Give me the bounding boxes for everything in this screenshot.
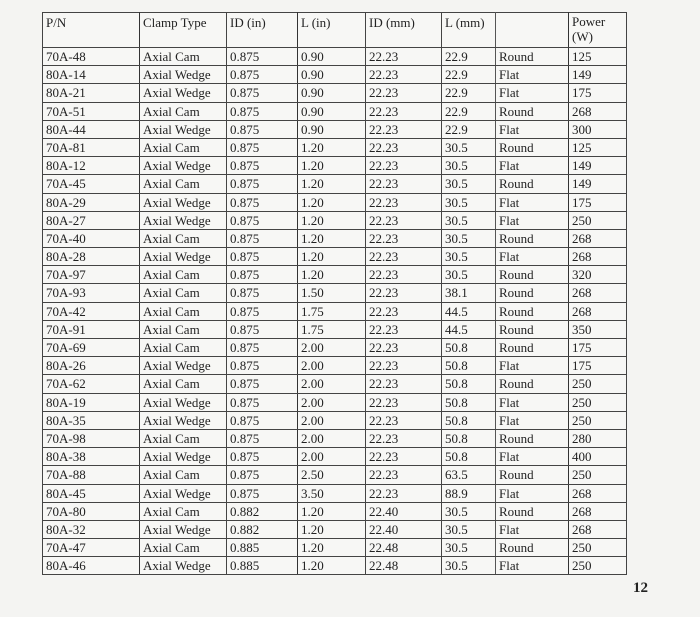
clamp-type-cell: Axial Wedge	[140, 484, 227, 502]
id-mm-cell: 22.23	[366, 266, 442, 284]
id-in-cell: 0.875	[227, 211, 298, 229]
end-style-cell: Flat	[496, 193, 569, 211]
id-mm-cell: 22.23	[366, 284, 442, 302]
id-mm-cell: 22.23	[366, 193, 442, 211]
id-in-cell: 0.875	[227, 466, 298, 484]
l-in-cell: 1.20	[298, 539, 366, 557]
id-mm-cell: 22.23	[366, 102, 442, 120]
part-number-cell: 80A-28	[43, 248, 140, 266]
id-mm-cell: 22.23	[366, 466, 442, 484]
l-in-cell: 1.50	[298, 284, 366, 302]
id-in-cell: 0.885	[227, 539, 298, 557]
l-in-cell: 1.75	[298, 320, 366, 338]
clamp-type-cell: Axial Wedge	[140, 193, 227, 211]
clamp-type-cell: Axial Cam	[140, 429, 227, 447]
id-mm-cell: 22.23	[366, 229, 442, 247]
table-row	[43, 157, 627, 175]
part-number-cell: 70A-51	[43, 102, 140, 120]
id-in-cell: 0.875	[227, 484, 298, 502]
clamp-type-cell: Axial Cam	[140, 284, 227, 302]
table-row	[43, 175, 627, 193]
l-in-cell: 2.00	[298, 339, 366, 357]
id-mm-cell: 22.23	[366, 157, 442, 175]
power-cell: 149	[569, 66, 627, 84]
l-in-cell: 3.50	[298, 484, 366, 502]
l-in-cell: 2.00	[298, 448, 366, 466]
l-mm-cell: 30.5	[442, 157, 496, 175]
power-cell: 280	[569, 429, 627, 447]
id-in-cell: 0.875	[227, 175, 298, 193]
id-in-cell: 0.875	[227, 357, 298, 375]
l-in-cell: 1.20	[298, 266, 366, 284]
id-mm-cell: 22.23	[366, 320, 442, 338]
part-number-cell: 80A-46	[43, 557, 140, 575]
l-mm-cell: 30.5	[442, 211, 496, 229]
table-row	[43, 411, 627, 429]
l-in-cell: 0.90	[298, 66, 366, 84]
part-number-cell: 70A-40	[43, 229, 140, 247]
power-cell: 350	[569, 320, 627, 338]
part-number-cell: 80A-27	[43, 211, 140, 229]
part-number-cell: 70A-80	[43, 502, 140, 520]
l-in-cell: 1.20	[298, 248, 366, 266]
table-row	[43, 84, 627, 102]
id-in-cell: 0.875	[227, 66, 298, 84]
end-style-cell: Flat	[496, 66, 569, 84]
power-cell: 250	[569, 557, 627, 575]
l-in-cell: 1.20	[298, 175, 366, 193]
table-row	[43, 557, 627, 575]
clamp-type-cell: Axial Cam	[140, 175, 227, 193]
id-in-cell: 0.875	[227, 248, 298, 266]
id-mm-cell: 22.23	[366, 393, 442, 411]
id-mm-cell: 22.23	[366, 302, 442, 320]
id-mm-cell: 22.23	[366, 175, 442, 193]
l-in-cell: 1.20	[298, 557, 366, 575]
clamp-type-cell: Axial Cam	[140, 502, 227, 520]
clamp-type-cell: Axial Cam	[140, 102, 227, 120]
part-number-cell: 70A-69	[43, 339, 140, 357]
id-in-cell: 0.875	[227, 411, 298, 429]
table-row	[43, 539, 627, 557]
part-number-cell: 80A-21	[43, 84, 140, 102]
end-style-cell: Round	[496, 175, 569, 193]
part-number-cell: 70A-91	[43, 320, 140, 338]
clamp-type-cell: Axial Cam	[140, 539, 227, 557]
id-mm-cell: 22.23	[366, 411, 442, 429]
id-mm-cell: 22.23	[366, 248, 442, 266]
header-part-number: P/N	[43, 13, 140, 48]
power-cell: 268	[569, 248, 627, 266]
end-style-cell: Flat	[496, 84, 569, 102]
end-style-cell: Round	[496, 302, 569, 320]
table-row	[43, 339, 627, 357]
l-mm-cell: 50.8	[442, 448, 496, 466]
l-mm-cell: 30.5	[442, 229, 496, 247]
l-mm-cell: 22.9	[442, 84, 496, 102]
end-style-cell: Round	[496, 466, 569, 484]
power-cell: 125	[569, 138, 627, 156]
table-row	[43, 393, 627, 411]
part-number-cell: 70A-97	[43, 266, 140, 284]
table-body	[43, 48, 627, 575]
table-row	[43, 484, 627, 502]
header-l-in: L (in)	[298, 13, 366, 48]
id-in-cell: 0.875	[227, 302, 298, 320]
power-cell: 268	[569, 484, 627, 502]
l-mm-cell: 30.5	[442, 502, 496, 520]
table-row	[43, 102, 627, 120]
part-number-cell: 80A-12	[43, 157, 140, 175]
clamp-type-cell: Axial Cam	[140, 339, 227, 357]
id-mm-cell: 22.23	[366, 484, 442, 502]
l-in-cell: 0.90	[298, 84, 366, 102]
l-mm-cell: 30.5	[442, 539, 496, 557]
l-mm-cell: 30.5	[442, 248, 496, 266]
header-row	[43, 13, 627, 48]
power-cell: 175	[569, 84, 627, 102]
table-row	[43, 466, 627, 484]
id-mm-cell: 22.23	[366, 48, 442, 66]
end-style-cell: Flat	[496, 557, 569, 575]
end-style-cell: Round	[496, 229, 569, 247]
l-mm-cell: 50.8	[442, 375, 496, 393]
id-mm-cell: 22.23	[366, 357, 442, 375]
l-in-cell: 1.20	[298, 211, 366, 229]
id-in-cell: 0.885	[227, 557, 298, 575]
part-number-cell: 80A-35	[43, 411, 140, 429]
end-style-cell: Round	[496, 502, 569, 520]
end-style-cell: Flat	[496, 448, 569, 466]
power-cell: 250	[569, 411, 627, 429]
part-number-cell: 80A-38	[43, 448, 140, 466]
table-row	[43, 284, 627, 302]
clamp-type-cell: Axial Cam	[140, 302, 227, 320]
clamp-type-cell: Axial Wedge	[140, 393, 227, 411]
clamp-type-cell: Axial Wedge	[140, 448, 227, 466]
id-mm-cell: 22.48	[366, 539, 442, 557]
end-style-cell: Round	[496, 320, 569, 338]
id-in-cell: 0.875	[227, 266, 298, 284]
table-row	[43, 66, 627, 84]
end-style-cell: Flat	[496, 157, 569, 175]
l-mm-cell: 22.9	[442, 102, 496, 120]
end-style-cell: Round	[496, 539, 569, 557]
end-style-cell: Round	[496, 48, 569, 66]
clamp-type-cell: Axial Cam	[140, 266, 227, 284]
part-number-cell: 80A-19	[43, 393, 140, 411]
end-style-cell: Flat	[496, 211, 569, 229]
l-in-cell: 2.00	[298, 375, 366, 393]
part-number-cell: 80A-44	[43, 120, 140, 138]
id-mm-cell: 22.23	[366, 120, 442, 138]
end-style-cell: Round	[496, 138, 569, 156]
power-cell: 268	[569, 284, 627, 302]
l-mm-cell: 50.8	[442, 429, 496, 447]
end-style-cell: Round	[496, 284, 569, 302]
end-style-cell: Flat	[496, 248, 569, 266]
clamp-type-cell: Axial Wedge	[140, 411, 227, 429]
l-in-cell: 2.00	[298, 357, 366, 375]
clamp-type-cell: Axial Wedge	[140, 557, 227, 575]
table-row	[43, 120, 627, 138]
table-header	[43, 13, 627, 48]
table-row	[43, 520, 627, 538]
power-cell: 268	[569, 302, 627, 320]
power-cell: 175	[569, 357, 627, 375]
l-mm-cell: 44.5	[442, 320, 496, 338]
header-id-mm: ID (mm)	[366, 13, 442, 48]
table-row	[43, 357, 627, 375]
part-number-cell: 70A-98	[43, 429, 140, 447]
power-cell: 320	[569, 266, 627, 284]
l-mm-cell: 30.5	[442, 520, 496, 538]
id-mm-cell: 22.48	[366, 557, 442, 575]
end-style-cell: Round	[496, 339, 569, 357]
id-in-cell: 0.882	[227, 520, 298, 538]
table-row	[43, 320, 627, 338]
part-number-cell: 70A-47	[43, 539, 140, 557]
l-in-cell: 1.20	[298, 520, 366, 538]
l-in-cell: 0.90	[298, 120, 366, 138]
l-in-cell: 1.20	[298, 193, 366, 211]
clamp-spec-table	[42, 12, 627, 575]
end-style-cell: Round	[496, 102, 569, 120]
table-row	[43, 266, 627, 284]
part-number-cell: 70A-42	[43, 302, 140, 320]
l-mm-cell: 50.8	[442, 357, 496, 375]
l-mm-cell: 50.8	[442, 393, 496, 411]
part-number-cell: 80A-14	[43, 66, 140, 84]
clamp-type-cell: Axial Wedge	[140, 357, 227, 375]
power-cell: 175	[569, 339, 627, 357]
id-in-cell: 0.875	[227, 120, 298, 138]
part-number-cell: 70A-81	[43, 138, 140, 156]
id-in-cell: 0.875	[227, 429, 298, 447]
table-row	[43, 502, 627, 520]
table-row	[43, 448, 627, 466]
id-mm-cell: 22.40	[366, 502, 442, 520]
part-number-cell: 70A-88	[43, 466, 140, 484]
l-mm-cell: 30.5	[442, 557, 496, 575]
l-mm-cell: 30.5	[442, 175, 496, 193]
part-number-cell: 70A-48	[43, 48, 140, 66]
header-end-style	[496, 13, 569, 48]
id-mm-cell: 22.23	[366, 84, 442, 102]
l-mm-cell: 30.5	[442, 266, 496, 284]
clamp-type-cell: Axial Cam	[140, 375, 227, 393]
l-mm-cell: 63.5	[442, 466, 496, 484]
id-mm-cell: 22.23	[366, 66, 442, 84]
part-number-cell: 80A-26	[43, 357, 140, 375]
l-mm-cell: 30.5	[442, 138, 496, 156]
end-style-cell: Flat	[496, 411, 569, 429]
id-in-cell: 0.882	[227, 502, 298, 520]
l-in-cell: 1.20	[298, 138, 366, 156]
end-style-cell: Flat	[496, 120, 569, 138]
id-in-cell: 0.875	[227, 375, 298, 393]
id-in-cell: 0.875	[227, 193, 298, 211]
id-in-cell: 0.875	[227, 48, 298, 66]
l-mm-cell: 22.9	[442, 120, 496, 138]
clamp-type-cell: Axial Wedge	[140, 211, 227, 229]
power-cell: 250	[569, 375, 627, 393]
clamp-type-cell: Axial Wedge	[140, 520, 227, 538]
header-id-in: ID (in)	[227, 13, 298, 48]
l-mm-cell: 50.8	[442, 339, 496, 357]
l-mm-cell: 22.9	[442, 66, 496, 84]
id-mm-cell: 22.23	[366, 375, 442, 393]
page-number: 12	[633, 580, 648, 596]
l-in-cell: 2.00	[298, 411, 366, 429]
table-row	[43, 302, 627, 320]
power-cell: 268	[569, 502, 627, 520]
id-mm-cell: 22.40	[366, 520, 442, 538]
power-cell: 268	[569, 229, 627, 247]
id-mm-cell: 22.23	[366, 339, 442, 357]
table-row	[43, 248, 627, 266]
header-clamp-type: Clamp Type	[140, 13, 227, 48]
table-row	[43, 138, 627, 156]
power-cell: 175	[569, 193, 627, 211]
table-row	[43, 211, 627, 229]
clamp-type-cell: Axial Cam	[140, 466, 227, 484]
table-row	[43, 48, 627, 66]
power-cell: 149	[569, 157, 627, 175]
power-cell: 250	[569, 466, 627, 484]
clamp-type-cell: Axial Cam	[140, 48, 227, 66]
power-cell: 300	[569, 120, 627, 138]
l-mm-cell: 30.5	[442, 193, 496, 211]
id-in-cell: 0.875	[227, 157, 298, 175]
clamp-type-cell: Axial Wedge	[140, 120, 227, 138]
l-in-cell: 1.20	[298, 229, 366, 247]
end-style-cell: Flat	[496, 357, 569, 375]
l-mm-cell: 50.8	[442, 411, 496, 429]
id-in-cell: 0.875	[227, 448, 298, 466]
power-cell: 250	[569, 211, 627, 229]
l-in-cell: 2.00	[298, 393, 366, 411]
l-in-cell: 2.50	[298, 466, 366, 484]
power-cell: 250	[569, 539, 627, 557]
power-cell: 400	[569, 448, 627, 466]
table-row	[43, 375, 627, 393]
id-mm-cell: 22.23	[366, 138, 442, 156]
id-in-cell: 0.875	[227, 320, 298, 338]
end-style-cell: Flat	[496, 484, 569, 502]
end-style-cell: Round	[496, 429, 569, 447]
id-mm-cell: 22.23	[366, 211, 442, 229]
part-number-cell: 70A-93	[43, 284, 140, 302]
l-mm-cell: 88.9	[442, 484, 496, 502]
part-number-cell: 80A-32	[43, 520, 140, 538]
part-number-cell: 70A-62	[43, 375, 140, 393]
clamp-type-cell: Axial Cam	[140, 138, 227, 156]
table-row	[43, 193, 627, 211]
id-in-cell: 0.875	[227, 284, 298, 302]
clamp-type-cell: Axial Cam	[140, 320, 227, 338]
l-in-cell: 1.75	[298, 302, 366, 320]
table-row	[43, 429, 627, 447]
l-mm-cell: 38.1	[442, 284, 496, 302]
id-in-cell: 0.875	[227, 84, 298, 102]
id-in-cell: 0.875	[227, 229, 298, 247]
power-cell: 268	[569, 520, 627, 538]
id-in-cell: 0.875	[227, 339, 298, 357]
power-cell: 125	[569, 48, 627, 66]
id-in-cell: 0.875	[227, 393, 298, 411]
end-style-cell: Round	[496, 266, 569, 284]
end-style-cell: Round	[496, 375, 569, 393]
table-row	[43, 229, 627, 247]
clamp-type-cell: Axial Wedge	[140, 248, 227, 266]
part-number-cell: 80A-29	[43, 193, 140, 211]
end-style-cell: Flat	[496, 520, 569, 538]
end-style-cell: Flat	[496, 393, 569, 411]
clamp-type-cell: Axial Wedge	[140, 84, 227, 102]
l-in-cell: 1.20	[298, 157, 366, 175]
power-cell: 149	[569, 175, 627, 193]
id-mm-cell: 22.23	[366, 429, 442, 447]
header-l-mm: L (mm)	[442, 13, 496, 48]
l-mm-cell: 22.9	[442, 48, 496, 66]
id-in-cell: 0.875	[227, 102, 298, 120]
part-number-cell: 70A-45	[43, 175, 140, 193]
power-cell: 250	[569, 393, 627, 411]
clamp-type-cell: Axial Cam	[140, 229, 227, 247]
l-in-cell: 2.00	[298, 429, 366, 447]
clamp-type-cell: Axial Wedge	[140, 66, 227, 84]
part-number-cell: 80A-45	[43, 484, 140, 502]
l-in-cell: 0.90	[298, 102, 366, 120]
power-cell: 268	[569, 102, 627, 120]
id-in-cell: 0.875	[227, 138, 298, 156]
l-in-cell: 0.90	[298, 48, 366, 66]
l-mm-cell: 44.5	[442, 302, 496, 320]
id-mm-cell: 22.23	[366, 448, 442, 466]
header-power: Power (W)	[569, 13, 627, 48]
clamp-type-cell: Axial Wedge	[140, 157, 227, 175]
l-in-cell: 1.20	[298, 502, 366, 520]
